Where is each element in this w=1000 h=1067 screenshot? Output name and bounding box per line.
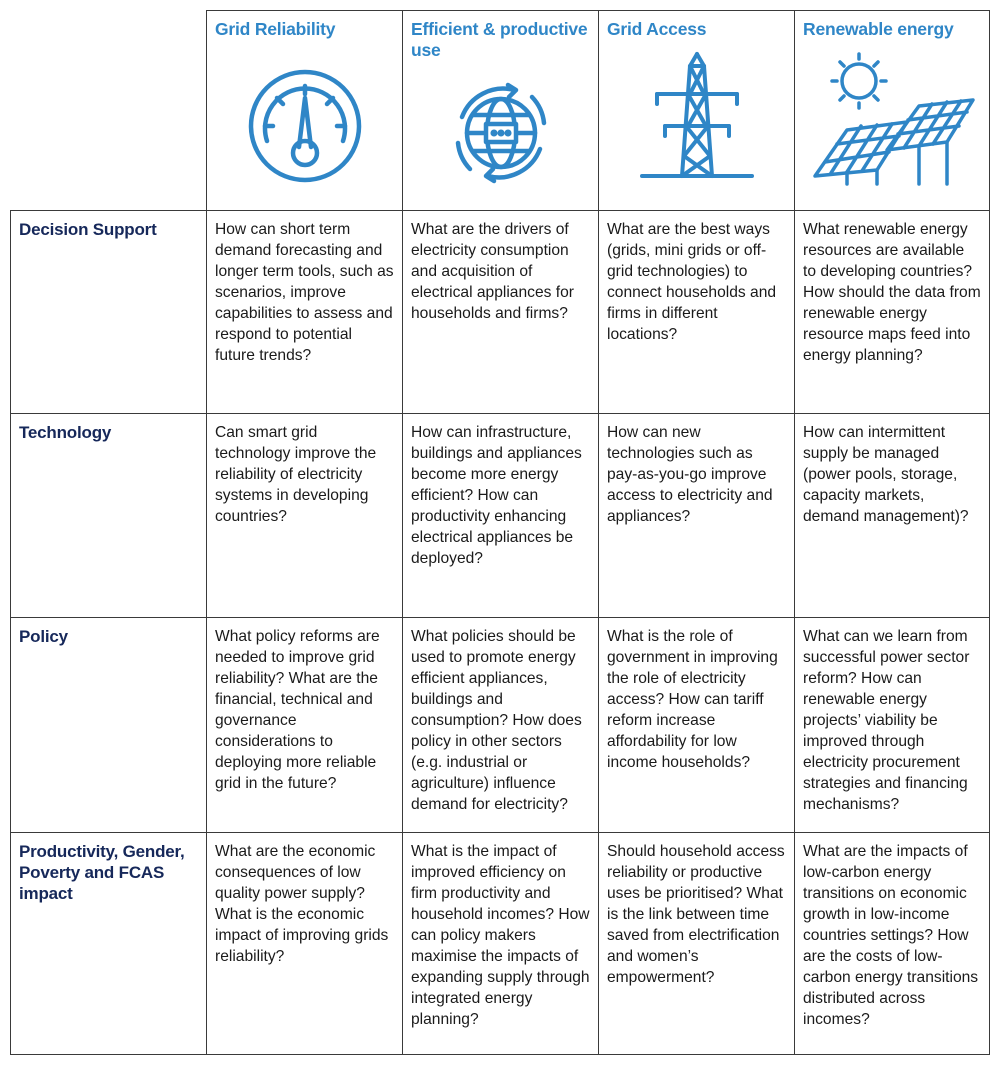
table-row: [11, 414, 990, 618]
cell-text: How can intermittent supply be managed (power pools, storage, capacity markets, demand management)?: [803, 424, 969, 525]
row-header: [11, 833, 207, 1055]
table-cell: [207, 414, 403, 618]
table-cell: [207, 618, 403, 833]
cell-text: How can infrastructure, buildings and appliances become more energy efficient? How can productivity enhancing electrical appliances be deployed?: [411, 424, 582, 567]
column-header-renewable-energy: [795, 11, 990, 211]
research-questions-table: [10, 10, 990, 1055]
row-header-label: Decision Support: [19, 220, 157, 239]
cell-text: Can smart grid technology improve the reliability of electricity systems in developing countries?: [215, 424, 377, 525]
header-row: [11, 11, 990, 211]
table-cell: [795, 211, 990, 414]
table-cell: [599, 618, 795, 833]
cell-text: What are the economic consequences of low quality power supply? What is the economic impact of improving grids reliability?: [215, 843, 389, 965]
cell-text: What is the impact of improved efficiency on firm productivity and household incomes? How can policy makers maximise the impacts of expanding supply through integrated energy planning?: [411, 843, 590, 1028]
column-header-grid-access: [599, 11, 795, 211]
cell-text: What can we learn from successful power sector reform? How can renewable energy projects’ viability be improved through electricity procurement strategies and financing mechanisms?: [803, 628, 970, 813]
cell-text: What is the role of government in improving the role of electricity access? How can tariff reform increase affordability for low income households?: [607, 628, 778, 771]
table-cell: [403, 211, 599, 414]
table-row: [11, 211, 990, 414]
cell-text: How can short term demand forecasting and longer term tools, such as scenarios, improve capabilities to assess and respond to potential future trends?: [215, 221, 394, 364]
solar-panel-sun-icon: [803, 46, 981, 191]
cell-text: What are the drivers of electricity consumption and acquisition of electrical appliances for households and firms?: [411, 221, 574, 322]
cell-text: Should household access reliability or productive uses be prioritised? What is the link between time saved from electrification and women’s empowerment?: [607, 843, 785, 986]
column-header-efficient-use: [403, 11, 599, 211]
row-header-label: Productivity, Gender, Poverty and FCAS impact: [19, 842, 185, 903]
table-row: [11, 833, 990, 1055]
transmission-tower-icon: [607, 46, 786, 186]
table-cell: [403, 618, 599, 833]
cell-text: How can new technologies such as pay-as-you-go improve access to electricity and appliances?: [607, 424, 773, 525]
row-header: [11, 211, 207, 414]
column-title: Grid Access: [607, 19, 707, 39]
table-cell: [795, 618, 990, 833]
column-header-grid-reliability: [207, 11, 403, 211]
cell-text: What are the best ways (grids, mini grids or off-grid technologies) to connect households and firms in different locations?: [607, 221, 777, 343]
table-cell: [599, 211, 795, 414]
table-cell: [795, 833, 990, 1055]
row-header-label: Technology: [19, 423, 112, 442]
gauge-icon: [215, 46, 394, 186]
row-header: [11, 618, 207, 833]
row-header: [11, 414, 207, 618]
cell-text: What renewable energy resources are available to developing countries? How should the data from renewable energy resource maps feed into energy planning?: [803, 221, 981, 364]
column-title: Renewable energy: [803, 19, 954, 39]
cell-text: What policy reforms are needed to improve grid reliability? What are the financial, technical and governance considerations to deploying more reliable grid in the future?: [215, 628, 380, 792]
row-header-label: Policy: [19, 627, 68, 646]
table-cell: [599, 833, 795, 1055]
table-cell: [403, 414, 599, 618]
table-cell: [207, 211, 403, 414]
cell-text: What are the impacts of low-carbon energy transitions on economic growth in low-income countries settings? How are the costs of low-carbon energy transitions distributed across incomes?: [803, 843, 979, 1028]
corner-cell: [11, 11, 207, 211]
cell-text: What policies should be used to promote energy efficient appliances, buildings and consumption? How does policy in other sectors (e.g. industrial or agriculture) influence demand for electricity?: [411, 628, 582, 813]
table-cell: [207, 833, 403, 1055]
column-title: Efficient & productive use: [411, 19, 588, 60]
table-cell: [795, 414, 990, 618]
table-row: [11, 618, 990, 833]
column-title: Grid Reliability: [215, 19, 336, 39]
table-cell: [599, 414, 795, 618]
globe-cycle-icon: [411, 67, 590, 197]
table-cell: [403, 833, 599, 1055]
